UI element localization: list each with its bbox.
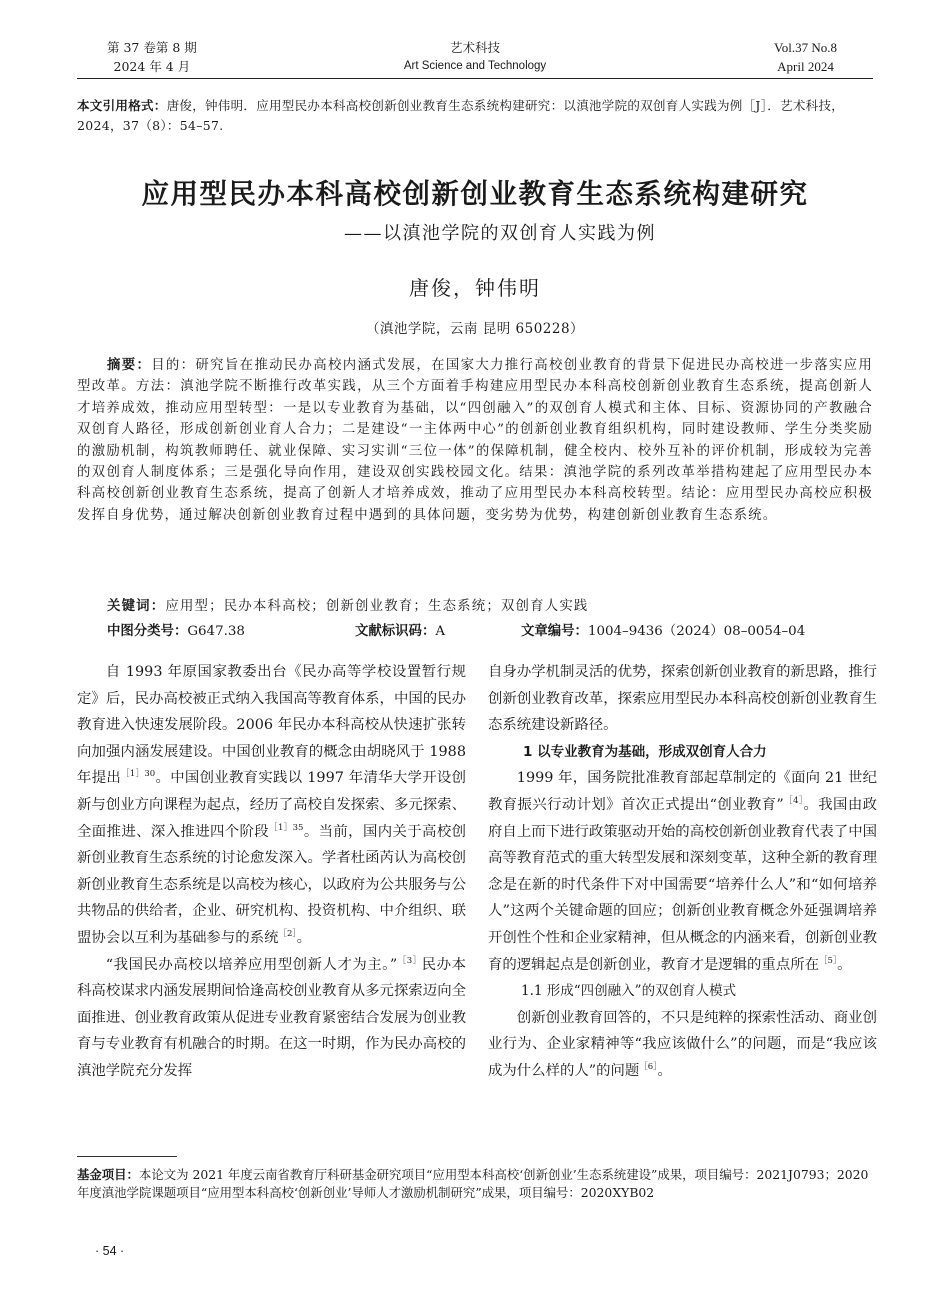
text-run: 。当前，国内关于高校创新创业教育生态系统的讨论愈发深入。学者杜函芮认为高校创新创业教育生态系统是以高校为核心，以政府为公共服务与公共物品的供给者，企业、研究机构、投资机构、中介组织、联盟协会以互利为基础参与的系统 — [77, 823, 466, 946]
funding-text: 本论文为 2021 年度云南省教育厅科研基金研究项目“应用型本科高校‘创新创业’生态系统建设”成果，项目编号：2021J0793；2020 年度滇池学院课题项目“应用型本科高校‘创新创业’导师人才激励机制研究”成果，项目编号：2020XYB02 — [77, 1167, 869, 1200]
doc-code-value: A — [435, 624, 446, 639]
text-run: 。 — [657, 1062, 672, 1079]
doc-code-label: 文献标识码： — [355, 624, 436, 639]
issue-date: 2024 年 4 月 — [113, 59, 191, 74]
text-run: 民办本科高校谋求内涵发展期间恰逢高校创业教育从多元探索迈向全面推进、创业教育政策从促进专业教育紧密结合发展为创业教育与专业教育有机融合的时期。在这一时期，作为民办高校的滇池学院充分发挥 — [77, 956, 466, 1079]
citation-ref: ［1］35 — [269, 822, 304, 833]
keywords-text: 应用型；民办本科高校；创新创业教育；生态系统；双创育人实践 — [165, 599, 589, 614]
text-run: “我国民办高校以培养应用型创新人才为主。” — [105, 956, 398, 973]
body-column-right — [488, 659, 877, 1085]
abstract-label: 摘要： — [107, 358, 152, 373]
funding-label: 基金项目： — [77, 1167, 139, 1182]
text-run: 自 1993 年原国家教委出台《民办高等学校设置暂行规定》后，民办高校被正式纳入我国高等教育体系，中国的民办教育进入快速发展阶段。2006 年民办本科高校从快速扩张转向加强内涵发展建设。中国创业教育的概念由胡晓风于 1988 年提出 — [77, 664, 466, 787]
body-paragraph: 自身办学机制灵活的优势，探索创新创业教育的新思路，推行创新创业教育改革，探索应用型民办本科高校创新创业教育生态系统建设新路径。 — [488, 664, 877, 734]
funding-note — [77, 1166, 876, 1201]
citation-format — [77, 96, 873, 136]
journal-name: 艺术科技 — [449, 40, 500, 55]
citation-ref: ［6］ — [639, 1061, 658, 1072]
citation-ref: ［4］ — [783, 795, 804, 806]
paper-subtitle: ——以滇池学院的双创育人实践为例 — [344, 223, 656, 244]
text-run: 。 — [837, 956, 852, 973]
subsection-heading: 1.1 形成“四创融入”的双创育人模式 — [521, 983, 737, 1000]
text-run: 1999 年，国务院批准教育部起草制定的《面向 21 世纪教育振兴行动计划》首次正式提出“创业教育” — [488, 770, 877, 813]
clc-label: 中图分类号： — [107, 624, 188, 639]
running-header — [77, 38, 873, 79]
clc-value: G647.38 — [187, 624, 245, 639]
text-run: 。我国由政府自上而下进行政策驱动开始的高校创新创业教育代表了中国高等教育范式的重大转型发展和深刻变革，这种全新的教育理念是在新的时代条件下对中国需要“培养什么人”和“如何培养人”这两个关键命题的回应；创新创业教育概念外延强调培养开创性个性和企业家精神，但从概念的内涵来看，创新创业教育的逻辑起点是创新创业，教育才是逻辑的重点所在 — [488, 796, 877, 973]
issue-date-en: April 2024 — [777, 59, 834, 74]
classification-line — [107, 621, 873, 643]
body-paragraph — [488, 765, 877, 978]
body-paragraph — [488, 1005, 877, 1085]
volume-issue-en: Vol.37 No.8 — [774, 40, 837, 55]
keywords — [107, 596, 873, 617]
header-right — [774, 38, 837, 76]
citation-ref: ［2］ — [278, 928, 297, 939]
article-no-value: 1004–9436（2024）08–0054–04 — [587, 624, 806, 639]
body-column-left — [77, 659, 466, 1085]
body-paragraph — [77, 659, 466, 952]
text-run: 。中国创业教育实践以 1997 年清华大学开设创新与创业方向课程为起点，经历了高校自发探索、多元探索、全面推进、深入推进四个阶段 — [77, 770, 466, 840]
affiliation: （滇池学院，云南 昆明 650228） — [365, 321, 585, 337]
keywords-label: 关键词： — [107, 599, 166, 614]
citation-ref: ［3］ — [397, 955, 422, 966]
journal-name-en: Art Science and Technology — [403, 60, 547, 72]
paper-title: 应用型民办本科高校创新创业教育生态系统构建研究 — [141, 178, 809, 210]
page-number: · 54 · — [95, 1244, 125, 1258]
volume-issue: 第 37 卷第 8 期 — [107, 40, 197, 55]
section-heading: 1 以专业教育为基础，形成双创育人合力 — [523, 743, 767, 760]
citation-ref: ［5］ — [819, 955, 838, 966]
text-run: 。 — [296, 929, 312, 946]
footnote-rule — [77, 1156, 177, 1157]
text-run: 创新创业教育回答的，不只是纯粹的探索性活动、商业创业行为、企业家精神等“我应该做什么”的问题，而是“我应该成为什么样的人”的问题 — [488, 1009, 877, 1079]
article-no-label: 文章编号： — [521, 624, 588, 639]
abstract — [77, 355, 873, 526]
authors: 唐俊，钟伟明 — [409, 276, 541, 300]
citation-text: 唐俊，钟伟明．应用型民办本科高校创新创业教育生态系统构建研究：以滇池学院的双创育人实践为例［J］．艺术科技，2024，37（8）：54–57. — [77, 98, 845, 133]
citation-label: 本文引用格式： — [77, 98, 167, 113]
body-paragraph — [77, 952, 466, 1085]
citation-ref: ［1］30 — [121, 769, 156, 780]
header-center — [77, 38, 873, 76]
abstract-text: 目的：研究旨在推动民办高校内涵式发展，在国家大力推行高校创业教育的背景下促进民办高校进一步落实应用型改革。方法：滇池学院不断推行改革实践，从三个方面着手构建应用型民办本科高校创新创业教育生态系统，提高创新人才培养成效，推动应用型转型：一是以专业教育为基础，以“四创融入”的双创育人模式和主体、目标、资源协同的产教融合双创育人路径，形成创新创业育人合力；二是建设“一主体两中心”的创新创业教育组织机构，同时建设教师、学生分类奖励的激励机制，构筑教师聘任、就业保障、实习实训“三位一体”的保障机制，健全校内、校外互补的评价机制，形成较为完善的双创育人制度体系；三是强化导向作用，建设双创实践校园文化。结果：滇池学院的系列改革举措构建起了应用型民办本科高校创新创业教育生态系统，提高了创新人才培养成效，推动了应用型民办本科高校转型。结论：应用型民办高校应积极发挥自身优势，通过解决创新创业教育过程中遇到的具体问题，变劣势为优势，构建创新创业教育生态系统。 — [77, 358, 873, 523]
